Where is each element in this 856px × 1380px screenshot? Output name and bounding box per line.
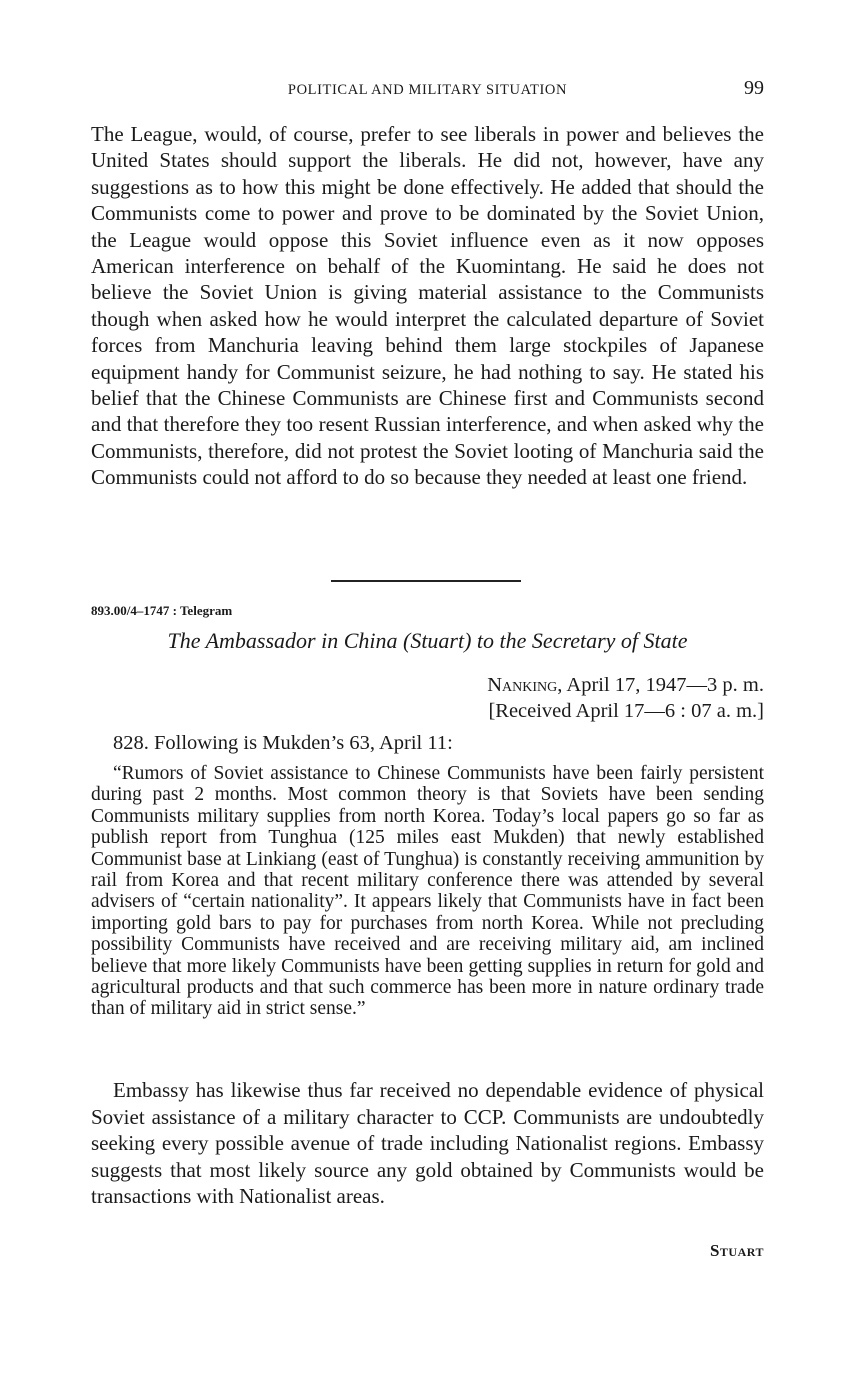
page-number: 99 (744, 77, 764, 99)
running-title: POLITICAL AND MILITARY SITUATION (287, 82, 568, 98)
dateline-place: Nanking (487, 674, 558, 696)
section-divider (331, 580, 521, 582)
quoted-message: “Rumors of Soviet assistance to Chinese Communists have been fairly persistent during past 2 months. Most common theory is that Soviets have been sending Communists military supplies from north Korea. Today’s local papers go so far as publish report from Tunghua (125 miles east Mukden) that newly established Communist base at Linkiang (east of Tunghua) is constantly receiving ammunition by rail from Korea and that recent military conference there was attended by several advisers of “certain nationality”. It appears likely that Communists have in fact been importing gold bars to pay for purchases from north Korea. While not precluding possibility Communists have received and are receiving military aid, am inclined believe that more likely Communists have been getting supplies in return for gold and agricultural products and that such commerce has been more in nature ordinary trade than of military aid in strict sense.” (91, 763, 764, 1020)
dateline (487, 672, 764, 724)
document-title: The Ambassador in China (Stuart) to the Secretary of State (167, 628, 688, 653)
dateline-date: , April 17, 1947—3 p. m. (557, 674, 764, 696)
closing-paragraph: Embassy has likewise thus far received no dependable evidence of physical Soviet assistance of a military character to CCP. Communists are undoubtedly seeking every possible avenue of trade including Nationalist regions. Embassy suggests that most likely source any gold obtained by Communists would be transactions with Nationalist areas. (91, 1078, 764, 1209)
dateline-sent (487, 672, 764, 698)
document-page (91, 0, 764, 1380)
telegram-intro: 828. Following is Mukden’s 63, April 11: (113, 732, 453, 754)
running-header (91, 77, 764, 102)
dateline-received: [Received April 17—6 : 07 a. m.] (488, 700, 764, 722)
signature: Stuart (709, 1241, 764, 1260)
body-paragraph: The League, would, of course, prefer to see liberals in power and believes the United States should support the liberals. He did not, however, have any suggestions as to how this might be done effectively. He added that should the Communists come to power and prove to be dominated by the Soviet Union, the League would oppose this Soviet influence even as it now opposes American interference on behalf of the Kuomintang. He said he does not believe the Soviet Union is giving material assistance to the Communists though when asked how he would interpret the calculated departure of Soviet forces from Manchuria leaving behind them large stockpiles of Japanese equipment handy for Communist seizure, he had nothing to say. He stated his belief that the Chinese Communists are Chinese first and Communists second and that therefore they too resent Russian interference, and when asked why the Communists, therefore, did not protest the Soviet looting of Manchuria said the Communists could not afford to do so because they needed at least one friend. (91, 122, 764, 490)
file-reference: 893.00/4–1747 : Telegram (91, 603, 233, 618)
